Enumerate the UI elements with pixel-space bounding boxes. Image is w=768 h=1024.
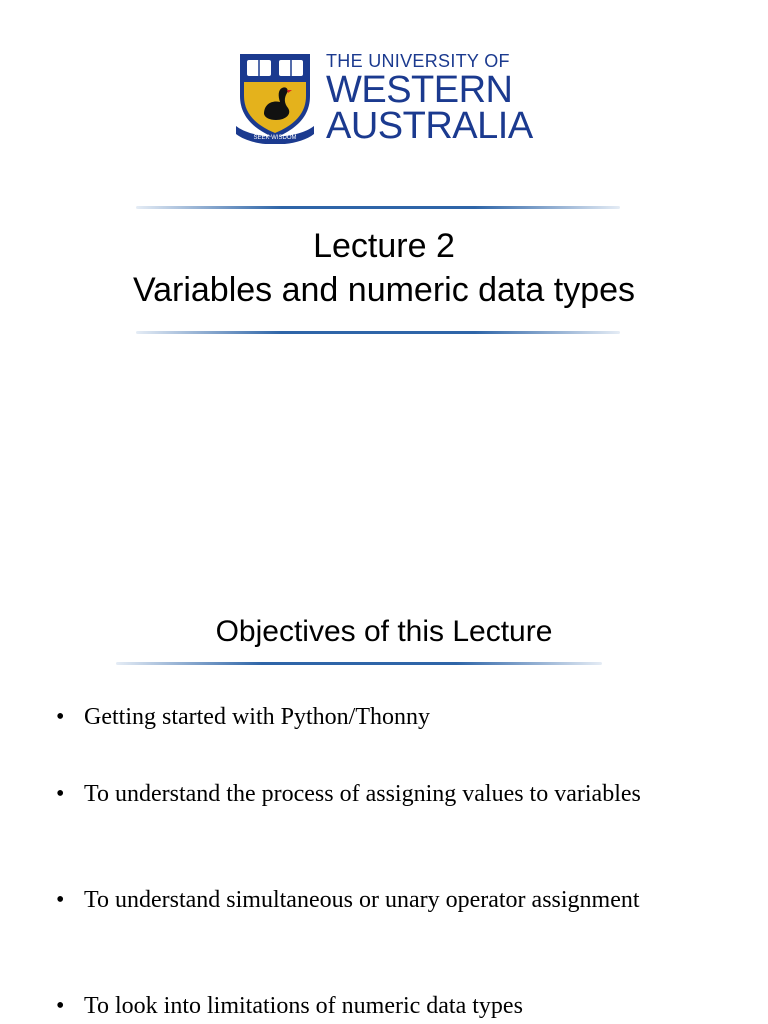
motto-text: SEEK WISDOM (253, 135, 297, 141)
university-logo (234, 48, 533, 148)
bullet-icon: • (56, 704, 65, 730)
objective-text: To understand the process of assigning values to variables (84, 781, 641, 807)
title-bottom-rule (136, 331, 620, 334)
lecture-number: Lecture 2 (313, 227, 455, 265)
bullet-icon: • (56, 993, 65, 1019)
objective-text: To look into limitations of numeric data types (84, 993, 523, 1019)
wordmark-line-1: THE UNIVERSITY OF (326, 51, 510, 71)
university-wordmark (326, 50, 533, 147)
title-top-rule (136, 206, 620, 209)
objectives-rule (116, 662, 602, 665)
objective-text: To understand simultaneous or unary operator assignment (84, 887, 640, 913)
objective-item (56, 702, 744, 732)
objectives-heading: Objectives of this Lecture (215, 615, 553, 648)
lecture-topic: Variables and numeric data types (132, 271, 636, 309)
objective-item (56, 991, 744, 1021)
objective-item (56, 885, 744, 915)
wordmark-line-2: WESTERN (326, 69, 513, 111)
university-crest-icon (234, 48, 316, 144)
objective-item (56, 779, 744, 809)
objective-text: Getting started with Python/Thonny (84, 704, 430, 730)
wordmark-line-3: AUSTRALIA (326, 105, 533, 147)
bullet-icon: • (56, 781, 65, 807)
bullet-icon: • (56, 887, 65, 913)
